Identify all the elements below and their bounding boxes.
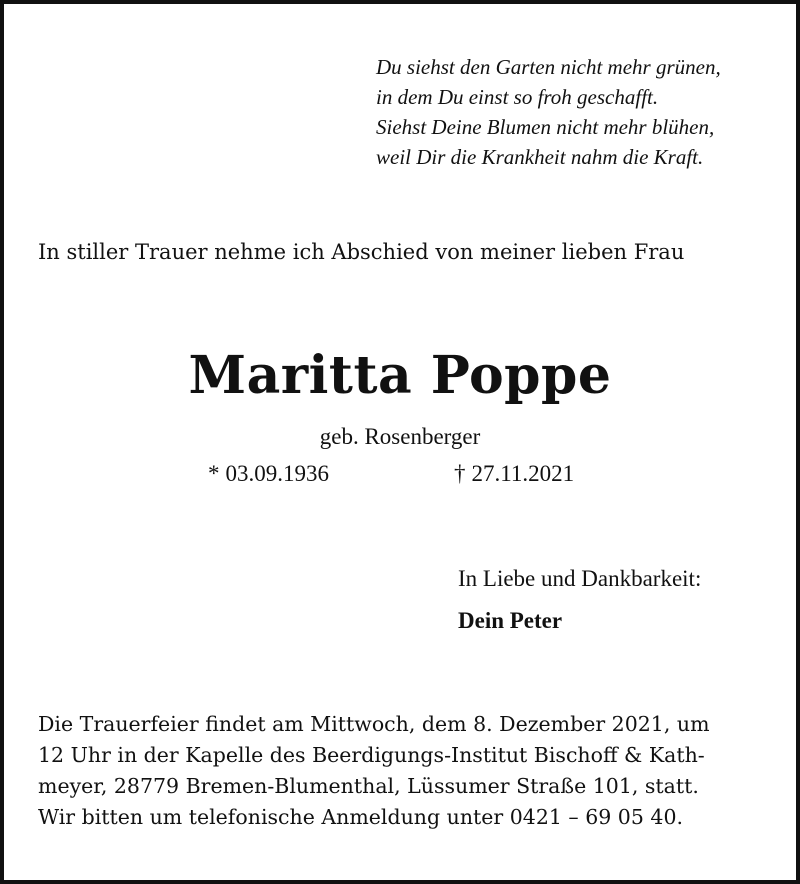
notice-line: Wir bitten um telefonische Anmeldung unter 0421 – 69 05 40. xyxy=(38,805,683,829)
memorial-poem xyxy=(376,52,796,172)
notice-line: 12 Uhr in der Kapelle des Beerdigungs-Institut Bischoff & Kath- xyxy=(38,743,705,767)
death-date-line xyxy=(454,459,574,489)
cross-icon: † xyxy=(454,461,466,486)
birth-date-line xyxy=(208,459,329,489)
notice-line: Die Trauerfeier findet am Mittwoch, dem 8. Dezember 2021, um xyxy=(38,712,710,736)
signature: Dein Peter xyxy=(458,608,563,633)
poem-line: weil Dir die Krankheit nahm die Kraft. xyxy=(376,145,704,169)
closing-phrase: In Liebe und Dankbarkeit: xyxy=(458,566,702,591)
funeral-notice xyxy=(38,709,710,833)
death-date: 27.11.2021 xyxy=(471,461,575,486)
poem-line: Siehst Deine Blumen nicht mehr blühen, xyxy=(376,115,715,139)
notice-line: meyer, 28779 Bremen-Blumenthal, Lüssumer Straße 101, statt. xyxy=(38,774,699,798)
farewell-intro: In stiller Trauer nehme ich Abschied von meiner lieben Frau xyxy=(38,240,685,264)
birth-name: geb. Rosenberger xyxy=(319,424,481,449)
birth-symbol: * xyxy=(208,461,220,486)
poem-line: in dem Du einst so froh geschafft. xyxy=(376,85,659,109)
deceased-name: Maritta Poppe xyxy=(188,345,612,406)
poem-line: Du siehst den Garten nicht mehr grünen, xyxy=(376,55,721,79)
birth-date: 03.09.1936 xyxy=(225,461,329,486)
